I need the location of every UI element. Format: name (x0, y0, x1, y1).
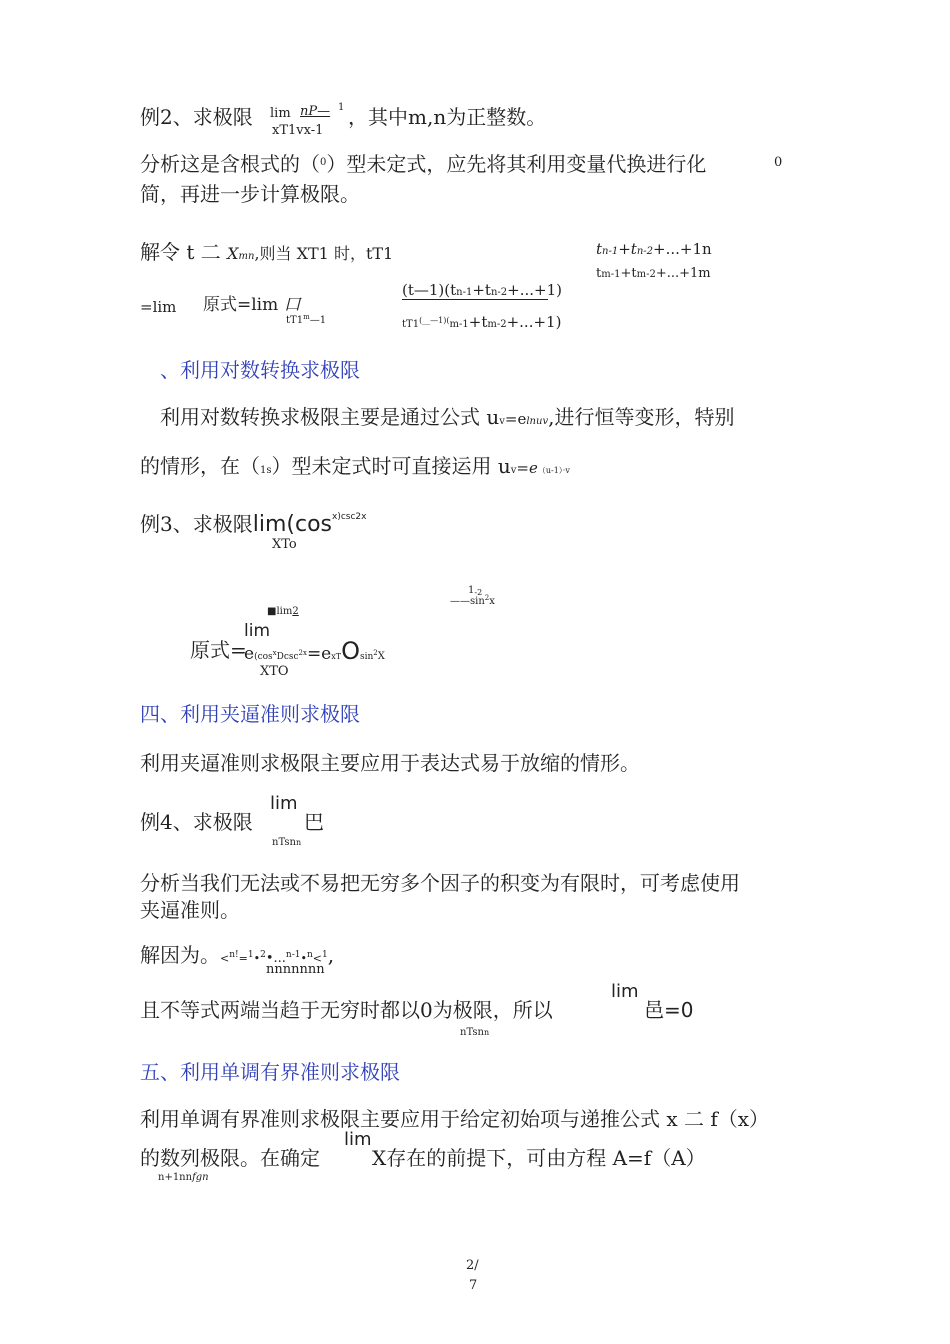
example-2-prefix: 例2、求极限 (140, 105, 253, 129)
solution-3-dash: $——\sin^2x$ (450, 594, 495, 607)
solution-3-expression: $e(\cos^xDcsc^{2x}=exTOsin^2X$ (244, 637, 385, 665)
example-2-sup: 1 (338, 102, 345, 113)
example-4-lim: lim (270, 793, 298, 814)
section-heading-squeeze: 四、利用夹逼准则求极限 (140, 702, 360, 726)
squeeze-conclusion-result: 邑=0 (644, 998, 694, 1022)
solution-2-right-bottom: tm-1+tm-2+...+1m (596, 266, 711, 278)
example-2-lim: lim (270, 106, 291, 121)
solution-3-mini-lim: ■lim2 (267, 606, 299, 617)
log-paragraph-line-2: 的情形，在（1s）型未定式时可直接运用 uv=e（u-1）·v (140, 454, 570, 478)
example-2-sub: xT1vx-1 (272, 123, 324, 138)
analysis-2-line-2: 简，再进一步计算极限。 (140, 182, 360, 206)
squeeze-conclusion-sub: nTsnn (460, 1027, 490, 1038)
example-4-expression: 巴 (304, 810, 324, 834)
log-paragraph-line-1: 利用对数转换求极限主要是通过公式 uv=elnuv,进行恒等变形，特别 (160, 405, 735, 429)
example-4-line: 例4、求极限 (140, 810, 253, 834)
solution-2-numerator: (t—1)(tn-1+tn-2+...+1) (402, 281, 562, 299)
analysis-4-line-2: 夹逼准则。 (140, 898, 240, 922)
example-3-line: 例3、求极限$\lim(\cos^{x)csc2x}$ (140, 512, 367, 537)
monotone-paragraph-line-2b: X存在的前提下，可由方程 A=f（A） (372, 1146, 706, 1170)
monotone-lim: lim (344, 1129, 372, 1150)
monotone-sub: n+1nnfgn (158, 1172, 209, 1183)
solution-3-original: 原式= (190, 638, 247, 662)
example-4-sub: nTsnn (272, 837, 302, 848)
example-2-line (140, 101, 253, 130)
analysis-2-line-1: 分析这是含根式的（$^0$）型未定式，应先将其利用变量代换进行化 (140, 152, 707, 176)
monotone-paragraph-line-1: 利用单调有界准则求极限主要应用于给定初始项与递推公式 x 二 f（x） (140, 1107, 770, 1131)
solution-3-lim: lim (244, 621, 271, 641)
monotone-paragraph-line-2: 的数列极限。在确定 (140, 1146, 320, 1170)
squeeze-conclusion-line: 且不等式两端当趋于无穷时都以0为极限，所以 (140, 998, 553, 1022)
solution-4-sub: nnnnnnn (266, 962, 325, 977)
example-2-suffix: ，其中m,n为正整数。 (348, 105, 547, 129)
example-3-sub: XTo (272, 537, 297, 552)
solution-4-line: 解因为。<$^{n!}$=$^1$•$^2$•...$^{n-1}$•$^n$<$^1$, (140, 943, 335, 967)
squeeze-conclusion-lim: lim (611, 981, 639, 1002)
solution-2-box-sub: tT1$^m$—1 (286, 313, 327, 326)
solution-2-fraction-bar (402, 299, 548, 300)
solution-2-right-top: tn-1+tn-2+...+1n (596, 240, 712, 258)
solution-3-top: $1_{-2}$ (468, 585, 483, 597)
example-2-fraction: nP— (300, 104, 331, 119)
analysis-2-tail: 0 (774, 155, 783, 170)
page-number-bottom: 7 (469, 1278, 478, 1293)
solution-2-line: 解令 t 二 Xmn,则当 XT1 时，tT1 (140, 240, 394, 264)
solution-2-original: 原式=lim 口 (203, 295, 301, 315)
section-heading-monotone: 五、利用单调有界准则求极限 (140, 1060, 400, 1084)
solution-2-eq-lim: =lim (140, 298, 177, 316)
solution-2-denominator: $tT1^{(\_\_—1)(}m-1+tm-2+...+1$) (402, 313, 562, 331)
page-number-top: 2/ (466, 1258, 479, 1273)
analysis-4-line-1: 分析当我们无法或不易把无穷多个因子的积变为有限时，可考虑使用 (140, 871, 740, 895)
solution-3-sub: XTO (260, 664, 289, 679)
squeeze-paragraph: 利用夹逼准则求极限主要应用于表达式易于放缩的情形。 (140, 751, 640, 775)
section-heading-log: 、利用对数转换求极限 (160, 358, 360, 382)
